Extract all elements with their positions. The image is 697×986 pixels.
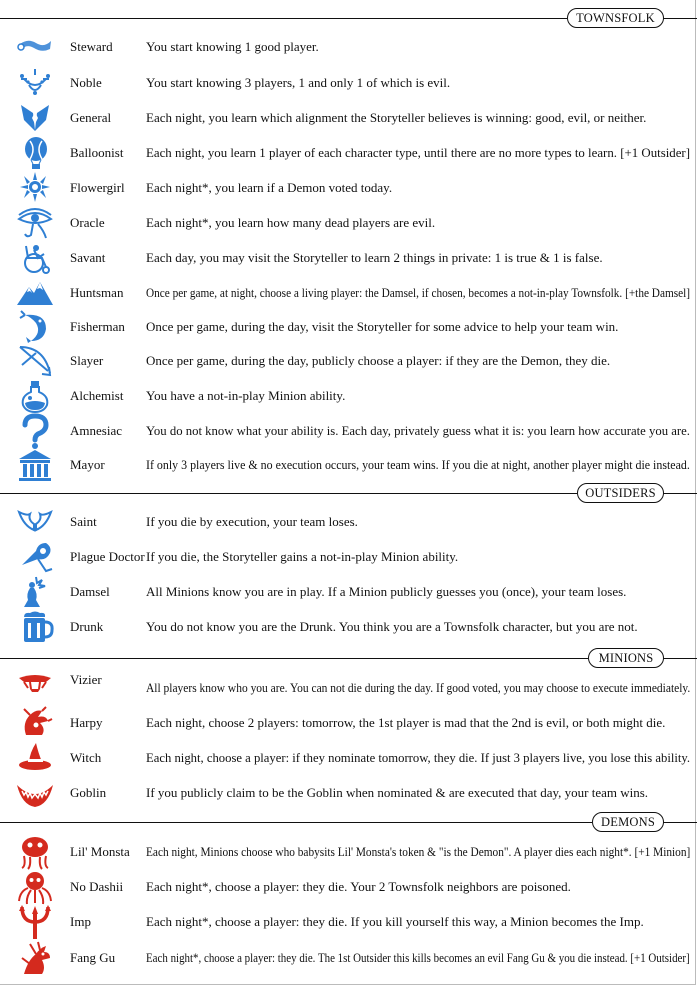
character-ability [146, 215, 435, 231]
character-name: Witch [70, 750, 102, 765]
character-ability [146, 285, 697, 301]
ability-text: Each night*, you learn if a Demon voted today. [146, 180, 393, 195]
chandelier-icon [16, 65, 54, 101]
insignia-icon [16, 100, 54, 136]
section-header-outsiders [0, 483, 697, 505]
character-ability [146, 750, 697, 766]
wheelchair-icon [16, 240, 54, 276]
fish-icon [16, 309, 54, 345]
wings-icon [16, 504, 54, 540]
character-ability [146, 514, 358, 530]
character-row [0, 869, 697, 905]
character-name: Vizier [70, 672, 102, 687]
character-name: Balloonist [70, 145, 124, 160]
character-row [0, 343, 697, 379]
grin-icon [16, 775, 54, 811]
character-name: Damsel [70, 584, 110, 599]
ability-text: Each night, choose a player: if they nominate tomorrow, they die. If just 3 players live, you lose this ability. [146, 750, 691, 765]
town-hall-icon [16, 447, 54, 483]
section-header-demons [0, 812, 697, 834]
character-ability [146, 950, 697, 966]
octopus-icon [16, 869, 54, 905]
section-header-minions [0, 648, 697, 670]
character-ability [146, 250, 603, 266]
character-row [0, 574, 697, 610]
character-ability [146, 180, 392, 196]
character-row [0, 705, 697, 741]
character-name: Imp [70, 914, 91, 929]
character-name: Harpy [70, 715, 103, 730]
character-row [0, 740, 697, 776]
character-row [0, 413, 697, 449]
section-title: MINIONS [588, 648, 664, 668]
character-name: General [70, 110, 112, 125]
character-ability [146, 879, 571, 895]
ability-text: Once per game, at night, choose a living player: the Damsel, if chosen, becomes a not-in-play Townsfolk. [+the Damsel] [146, 285, 691, 300]
trident-icon [16, 904, 54, 940]
ability-text: If only 3 players live & no execution occurs, your team wins. If you die at night, another player might die instead. [146, 457, 690, 472]
character-row [0, 940, 697, 976]
character-name: Noble [70, 75, 102, 90]
claw-icon [16, 705, 54, 741]
ability-text: Once per game, during the day, visit the Storyteller for some advice to help your team win. [146, 319, 619, 334]
character-name: Oracle [70, 215, 105, 230]
tankard-icon [16, 609, 54, 645]
character-row [0, 378, 697, 414]
ability-text: Each night*, choose a player: they die. If you kill yourself this way, a Minion becomes the Imp. [146, 914, 644, 929]
character-ability [146, 388, 345, 404]
ability-text: If you publicly claim to be the Goblin when nominated & are executed that day, your team wins. [146, 785, 649, 800]
character-row [0, 309, 697, 345]
character-ability [146, 319, 618, 335]
ability-text: You start knowing 3 players, 1 and only 1 of which is evil. [146, 75, 451, 90]
crossbow-icon [16, 343, 54, 379]
character-name: Savant [70, 250, 106, 265]
character-name: Amnesiac [70, 423, 122, 438]
character-name: No Dashii [70, 879, 124, 894]
character-name: Fang Gu [70, 950, 116, 965]
character-name: Plague Doctor [70, 549, 145, 564]
damsel-icon [16, 574, 54, 610]
character-row [0, 29, 697, 65]
ability-text: If you die, the Storyteller gains a not-in-play Minion ability. [146, 549, 459, 564]
ability-text: Each day, you may visit the Storyteller to learn 2 things in private: 1 is true & 1 is false. [146, 250, 603, 265]
character-ability [146, 75, 450, 91]
character-ability [146, 785, 648, 801]
character-row [0, 775, 697, 811]
ability-text: Once per game, during the day, publicly choose a player: if they are the Demon, they die. [146, 353, 611, 368]
character-ability [146, 619, 638, 635]
character-name: Huntsman [70, 285, 124, 300]
ability-text: Each night*, you learn how many dead players are evil. [146, 215, 436, 230]
character-row [0, 205, 697, 241]
dais-icon [16, 670, 54, 706]
ability-text: You do not know what your ability is. Each day, privately guess what it is: you learn how accurate you are. [146, 423, 690, 438]
character-name: Slayer [70, 353, 104, 368]
witch-hat-icon [16, 740, 54, 776]
character-ability [146, 584, 626, 600]
ability-text: Each night, you learn which alignment the Storyteller believes is winning: good, evil, or neither. [146, 110, 647, 125]
character-ability [146, 110, 646, 126]
character-ability [146, 145, 696, 161]
character-ability [146, 680, 697, 696]
character-row [0, 539, 697, 575]
character-row [0, 670, 697, 706]
character-ability [146, 715, 665, 731]
character-ability [146, 844, 697, 860]
section-title: OUTSIDERS [577, 483, 664, 503]
character-row [0, 609, 697, 645]
section-divider [0, 18, 567, 19]
plague-mask-icon [16, 539, 54, 575]
character-name: Lil' Monsta [70, 844, 130, 859]
mountain-icon [16, 275, 54, 311]
character-row [0, 447, 697, 483]
character-row [0, 834, 697, 870]
ability-text: All Minions know you are in play. If a Minion publicly guesses you (once), your team loses. [146, 584, 627, 599]
section-divider [0, 822, 592, 823]
ability-text: Each night, Minions choose who babysits Lil' Monsta's token & "is the Demon". A player dies each night*. [+1 Minion] [146, 844, 691, 859]
character-row [0, 65, 697, 101]
character-row [0, 100, 697, 136]
section-divider [0, 658, 588, 659]
character-ability [146, 549, 458, 565]
ability-text: You start knowing 1 good player. [146, 39, 319, 54]
character-row [0, 504, 697, 540]
character-name: Drunk [70, 619, 104, 634]
balloon-icon [16, 135, 54, 171]
flower-icon [16, 170, 54, 206]
monster-icon [16, 834, 54, 870]
question-mark-icon [16, 413, 54, 449]
character-row [0, 135, 697, 171]
ability-text: Each night*, choose a player: they die. Your 2 Townsfolk neighbors are poisoned. [146, 879, 571, 894]
ability-text: If you die by execution, your team loses. [146, 514, 358, 529]
section-divider-tail [662, 658, 697, 659]
fang-gu-icon [16, 940, 54, 976]
character-name: Goblin [70, 785, 107, 800]
section-title: TOWNSFOLK [567, 8, 664, 28]
character-row [0, 904, 697, 940]
character-name: Flowergirl [70, 180, 125, 195]
ability-text: Each night, you learn 1 player of each character type, until there are no more types to learn. [+1 Outsider] [146, 145, 691, 160]
character-row [0, 275, 697, 311]
ability-text: All players know who you are. You can not die during the day. If good voted, you may choose to execute immediately. [146, 680, 691, 695]
character-name: Alchemist [70, 388, 124, 403]
ability-text: Each night*, choose a player: they die. The 1st Outsider this kills becomes an evil Fang Gu & you die instead. [+1 Outsider] [146, 950, 690, 965]
flask-icon [16, 378, 54, 414]
character-ability [146, 914, 644, 930]
section-header-townsfolk [0, 8, 697, 30]
section-divider [0, 493, 577, 494]
scroll-icon [16, 29, 54, 65]
section-divider-tail [662, 18, 697, 19]
character-ability [146, 353, 610, 369]
character-ability [146, 39, 319, 55]
ability-text: You have a not-in-play Minion ability. [146, 388, 346, 403]
section-divider-tail [662, 493, 697, 494]
character-ability [146, 423, 697, 439]
section-title: DEMONS [592, 812, 664, 832]
character-name: Fisherman [70, 319, 125, 334]
ability-text: You do not know you are the Drunk. You think you are a Townsfolk character, but you are not. [146, 619, 638, 634]
character-row [0, 170, 697, 206]
character-name: Steward [70, 39, 113, 54]
eye-of-horus-icon [16, 205, 54, 241]
character-row [0, 240, 697, 276]
character-name: Saint [70, 514, 97, 529]
section-divider-tail [662, 822, 697, 823]
ability-text: Each night, choose 2 players: tomorrow, the 1st player is mad that the 2nd is evil, or both might die. [146, 715, 666, 730]
character-ability [146, 457, 697, 473]
character-name: Mayor [70, 457, 105, 472]
